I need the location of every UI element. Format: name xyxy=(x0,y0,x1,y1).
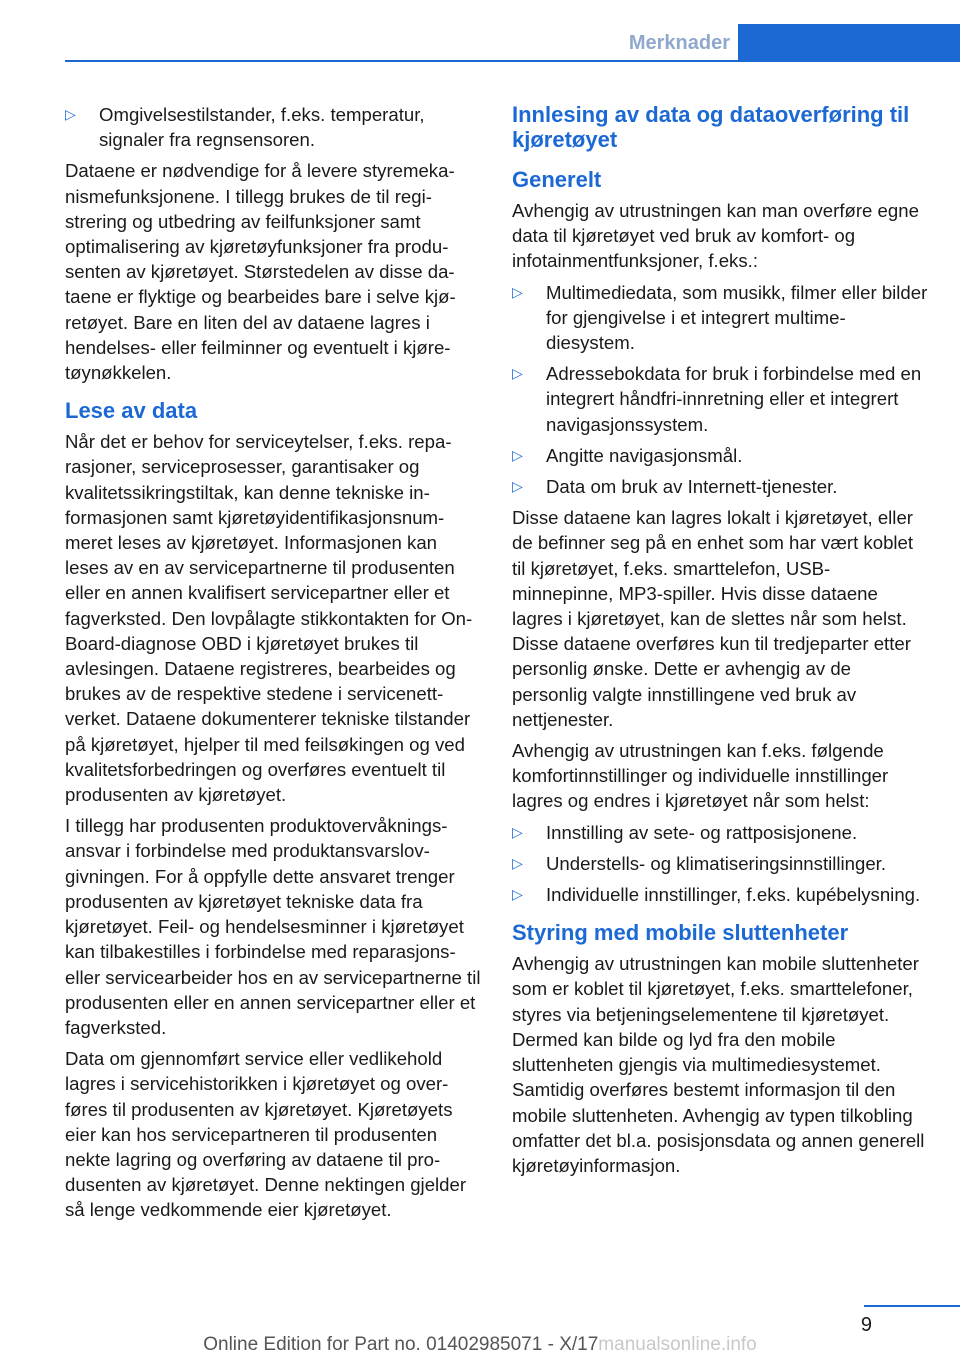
list-item: ▷ Understells- og klimatiseringsinnstillinger. xyxy=(512,851,928,876)
list-item: ▷ Individuelle innstillinger, f.eks. kupébelysning. xyxy=(512,882,928,907)
triangle-bullet-icon: ▷ xyxy=(512,365,523,382)
footer-rule xyxy=(864,1305,960,1307)
list-item: ▷ Data om bruk av Internett-tjenester. xyxy=(512,474,928,499)
paragraph: Avhengig av utrustningen kan f.eks. følgende komfortinnstillinger og individuelle innstillinger lagres og endres i kjøretøyet når som helst: xyxy=(512,740,889,812)
triangle-bullet-icon: ▷ xyxy=(512,283,523,300)
triangle-bullet-icon: ▷ xyxy=(512,854,523,871)
section-heading: Generelt xyxy=(512,167,602,192)
list-item: ▷ Multimediedata, som musikk, filmer eller bilder for gjengivelse i et integrert multimediesystem. xyxy=(512,281,928,354)
paragraph: I tillegg har produsenten produktovervåkningsansvar i forbindelse med produktansvarslovgivningen. For å oppfylle dette ansvaret trenger produsenten av kjøretøyet tekniske data fra kjøretøyet. Feil- og hendelsesminner i kjøretøyet kan tilbakestilles i forbindelse med reparasjons- eller servicearbeider hos en av servicepartnerne til produsenten eller en annen servicepartner eller et fagverksted. xyxy=(65,815,481,1038)
section-title: Merknader xyxy=(628,32,730,54)
list-item: ▷ Omgivelsestilstander, f.eks. temperatur, signaler fra regnsensoren. xyxy=(65,104,425,151)
paragraph: Når det er behov for serviceytelser, f.eks. reparasjoner, serviceprosesser, garantisaker og kvalitetssikringstiltak, kan denne tekniske informasjonen samt kjøretøyidentifikasjonsnummeret leses av kjøretøyet. Informasjonen kan leses av en av servicepartnerne til produsenten eller en annen kvalifisert servicepartner eller et fagverksted. Den lovpålagte stikkontakten for On-Board-diagnose OBD i kjøretøyet brukes til avlesingen. Dataene registreres, bearbeides og brukes av de respektive stedene i servicenettverket. Dataene dokumenterer tekniske tilstander på kjøretøyet, hjelper til med feilsøkingen og ved kvalitetsforbedringen og overføres eventuelt til produsenten av kjøretøyet. xyxy=(65,431,473,806)
paragraph: Avhengig av utrustningen kan mobile sluttenheter som er koblet til kjøretøyet, f.eks. smarttelefoner, styres via betjeningselementene til kjøretøyet. Dermed kan bilde og lyd fra den mobile sluttenheten gjengis via multimediesystemet. Samtidig overføres bestemt informasjon til den mobile sluttenheten. Avhengig av typen tilkobling omfatter det bl.a. posisjonsdata og annen generell kjøretøyinformasjon. xyxy=(512,953,925,1176)
triangle-bullet-icon: ▷ xyxy=(512,446,523,463)
footer-edition: Online Edition for Part no. 01402985071 - X/17manualsonline.info xyxy=(203,1334,757,1355)
triangle-bullet-icon: ▷ xyxy=(65,106,76,122)
section-heading: Styring med mobile sluttenheter xyxy=(512,920,849,946)
left-column xyxy=(65,102,481,1229)
paragraph: Data om gjennomført service eller vedlikehold lagres i servicehistorikken i kjøretøyet og overføres til produsenten av kjøretøyet. Kjøretøyets eier kan hos servicepartneren til produsenten nekte lagring og overføring av dataene til produsenten av kjøretøyet. Denne nektingen gjelder så lenge vedkommende eier kjøretøyet. xyxy=(65,1048,467,1221)
triangle-bullet-icon: ▷ xyxy=(512,823,523,840)
bullet-list xyxy=(65,102,481,152)
bullet-list xyxy=(512,820,928,908)
footer-watermark: manualsonline.info xyxy=(598,1334,757,1355)
bullet-list xyxy=(512,280,928,500)
header-accent-bar xyxy=(738,24,960,62)
paragraph: Dataene er nødvendige for å levere styremekanismefunksjonene. I tillegg brukes de til registrering og utbedring av feilfunksjoner samt optimalisering av kjøretøyfunksjoner fra produsenten av kjøretøyet. Størstedelen av disse dataene er flyktige og bearbeides bare i selve kjøretøyet. Bare en liten del av dataene lagres i hendelses- eller feilminner og eventuelt i kjøretøynøkkelen. xyxy=(65,160,456,384)
triangle-bullet-icon: ▷ xyxy=(512,886,523,903)
list-item: ▷ Innstilling av sete- og rattposisjonene. xyxy=(512,820,928,845)
triangle-bullet-icon: ▷ xyxy=(512,478,523,495)
paragraph: Avhengig av utrustningen kan man overføre egne data til kjøretøyet ved bruk av komfort- og infotainmentfunksjoner, f.eks.: xyxy=(512,200,919,272)
section-heading: Lese av data xyxy=(65,398,198,424)
chapter-title: Innlesing av data og dataoverføring til kjøretøyet xyxy=(512,102,910,152)
list-item: ▷ Adressebokdata for bruk i forbindelse med en integrert håndfri-innretning eller et integrert navigasjonssystem. xyxy=(512,363,922,435)
page-number: 9 xyxy=(860,1314,872,1336)
list-item: ▷ Angitte navigasjonsmål. xyxy=(512,443,928,468)
right-column xyxy=(512,102,928,1184)
paragraph: Disse dataene kan lagres lokalt i kjøretøyet, eller de befinner seg på en enhet som har vært koblet til kjøretøyet, f.eks. smarttelefon, USB-minnepinne, MP3-spiller. Hvis disse dataene lagres i kjøretøyet, kan de slettes når som helst. Disse dataene overføres kun til tredjeparter etter personlig ønske. Dette er avhengig av de personlig valgte innstillingene ved bruk av nettjenester. xyxy=(512,507,914,730)
